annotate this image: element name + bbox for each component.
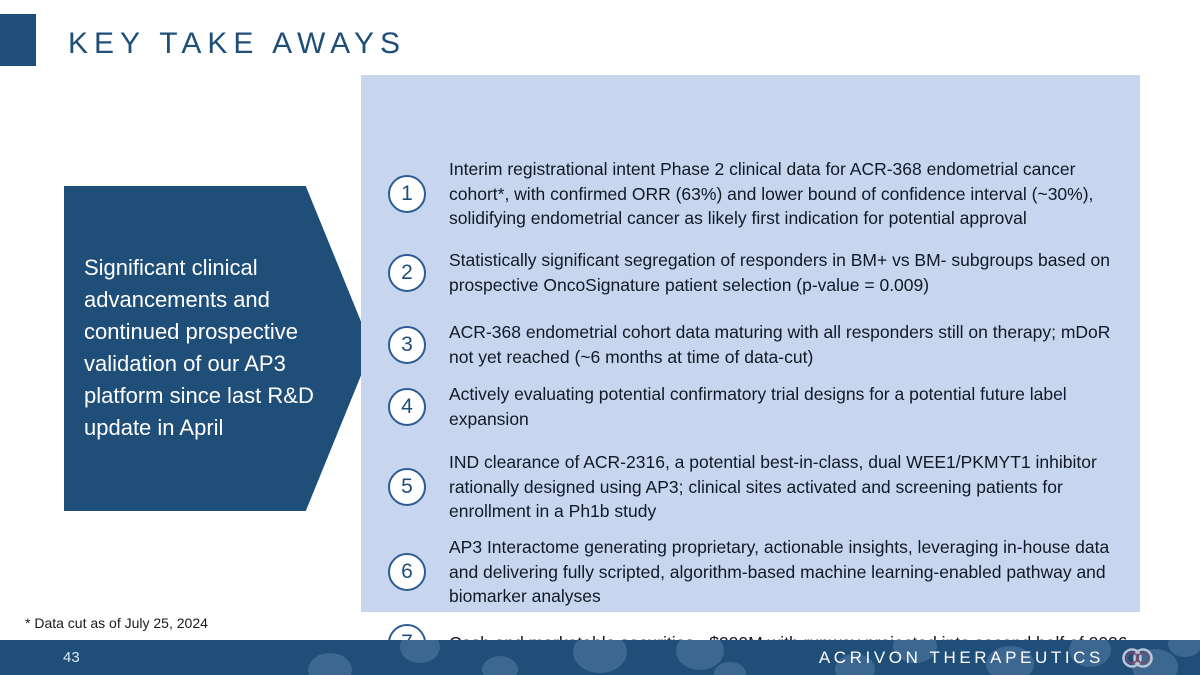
callout-text: Significant clinical advancements and continued prospective validation of our AP3 platform since last R&D update in April bbox=[84, 255, 314, 440]
interlocking-rings-icon bbox=[1116, 646, 1160, 670]
takeaways-panel bbox=[361, 75, 1140, 612]
takeaway-number-badge: 1 bbox=[388, 175, 426, 213]
takeaway-item bbox=[388, 320, 1128, 369]
takeaway-text: IND clearance of ACR-2316, a potential best-in-class, dual WEE1/PKMYT1 inhibitor rationally designed using AP3; clinical sites activated and screening patients for enrollment in a Ph1b study bbox=[449, 452, 1097, 521]
takeaway-text: Actively evaluating potential confirmatory trial designs for a potential future label expansion bbox=[449, 384, 1067, 429]
footer-bar bbox=[0, 640, 1200, 675]
takeaway-item bbox=[388, 157, 1128, 231]
takeaway-item bbox=[388, 248, 1128, 297]
takeaway-number-badge: 3 bbox=[388, 326, 426, 364]
takeaway-number-badge: 2 bbox=[388, 254, 426, 292]
takeaway-text: Interim registrational intent Phase 2 clinical data for ACR-368 endometrial cancer cohort*, with confirmed ORR (63%) and lower bound of confidence interval (~30%), solidifying endometrial cancer as likely first indication for potential approval bbox=[449, 159, 1094, 228]
page-title: KEY TAKE AWAYS bbox=[68, 27, 406, 60]
takeaway-text: Statistically significant segregation of responders in BM+ vs BM- subgroups based on prospective OncoSignature patient selection (p-value = 0.009) bbox=[449, 250, 1110, 295]
page-number: 43 bbox=[63, 649, 80, 666]
footnote: * Data cut as of July 25, 2024 bbox=[25, 615, 208, 631]
takeaway-item bbox=[388, 382, 1128, 431]
takeaway-number-badge: 4 bbox=[388, 388, 426, 426]
title-accent-block bbox=[0, 14, 36, 66]
takeaways-list bbox=[361, 75, 1140, 612]
takeaway-text: AP3 Interactome generating proprietary, actionable insights, leveraging in-house data and delivering fully scripted, algorithm-based machine learning-enabled pathway and biomarker analyses bbox=[449, 537, 1110, 606]
takeaway-number-badge: 6 bbox=[388, 553, 426, 591]
takeaway-item bbox=[388, 450, 1128, 524]
takeaway-number-badge: 5 bbox=[388, 468, 426, 506]
company-name: ACRIVON THERAPEUTICS bbox=[818, 648, 1104, 667]
takeaway-item bbox=[388, 535, 1128, 609]
takeaway-text: ACR-368 endometrial cohort data maturing with all responders still on therapy; mDoR not yet reached (~6 months at time of data-cut) bbox=[449, 322, 1111, 367]
